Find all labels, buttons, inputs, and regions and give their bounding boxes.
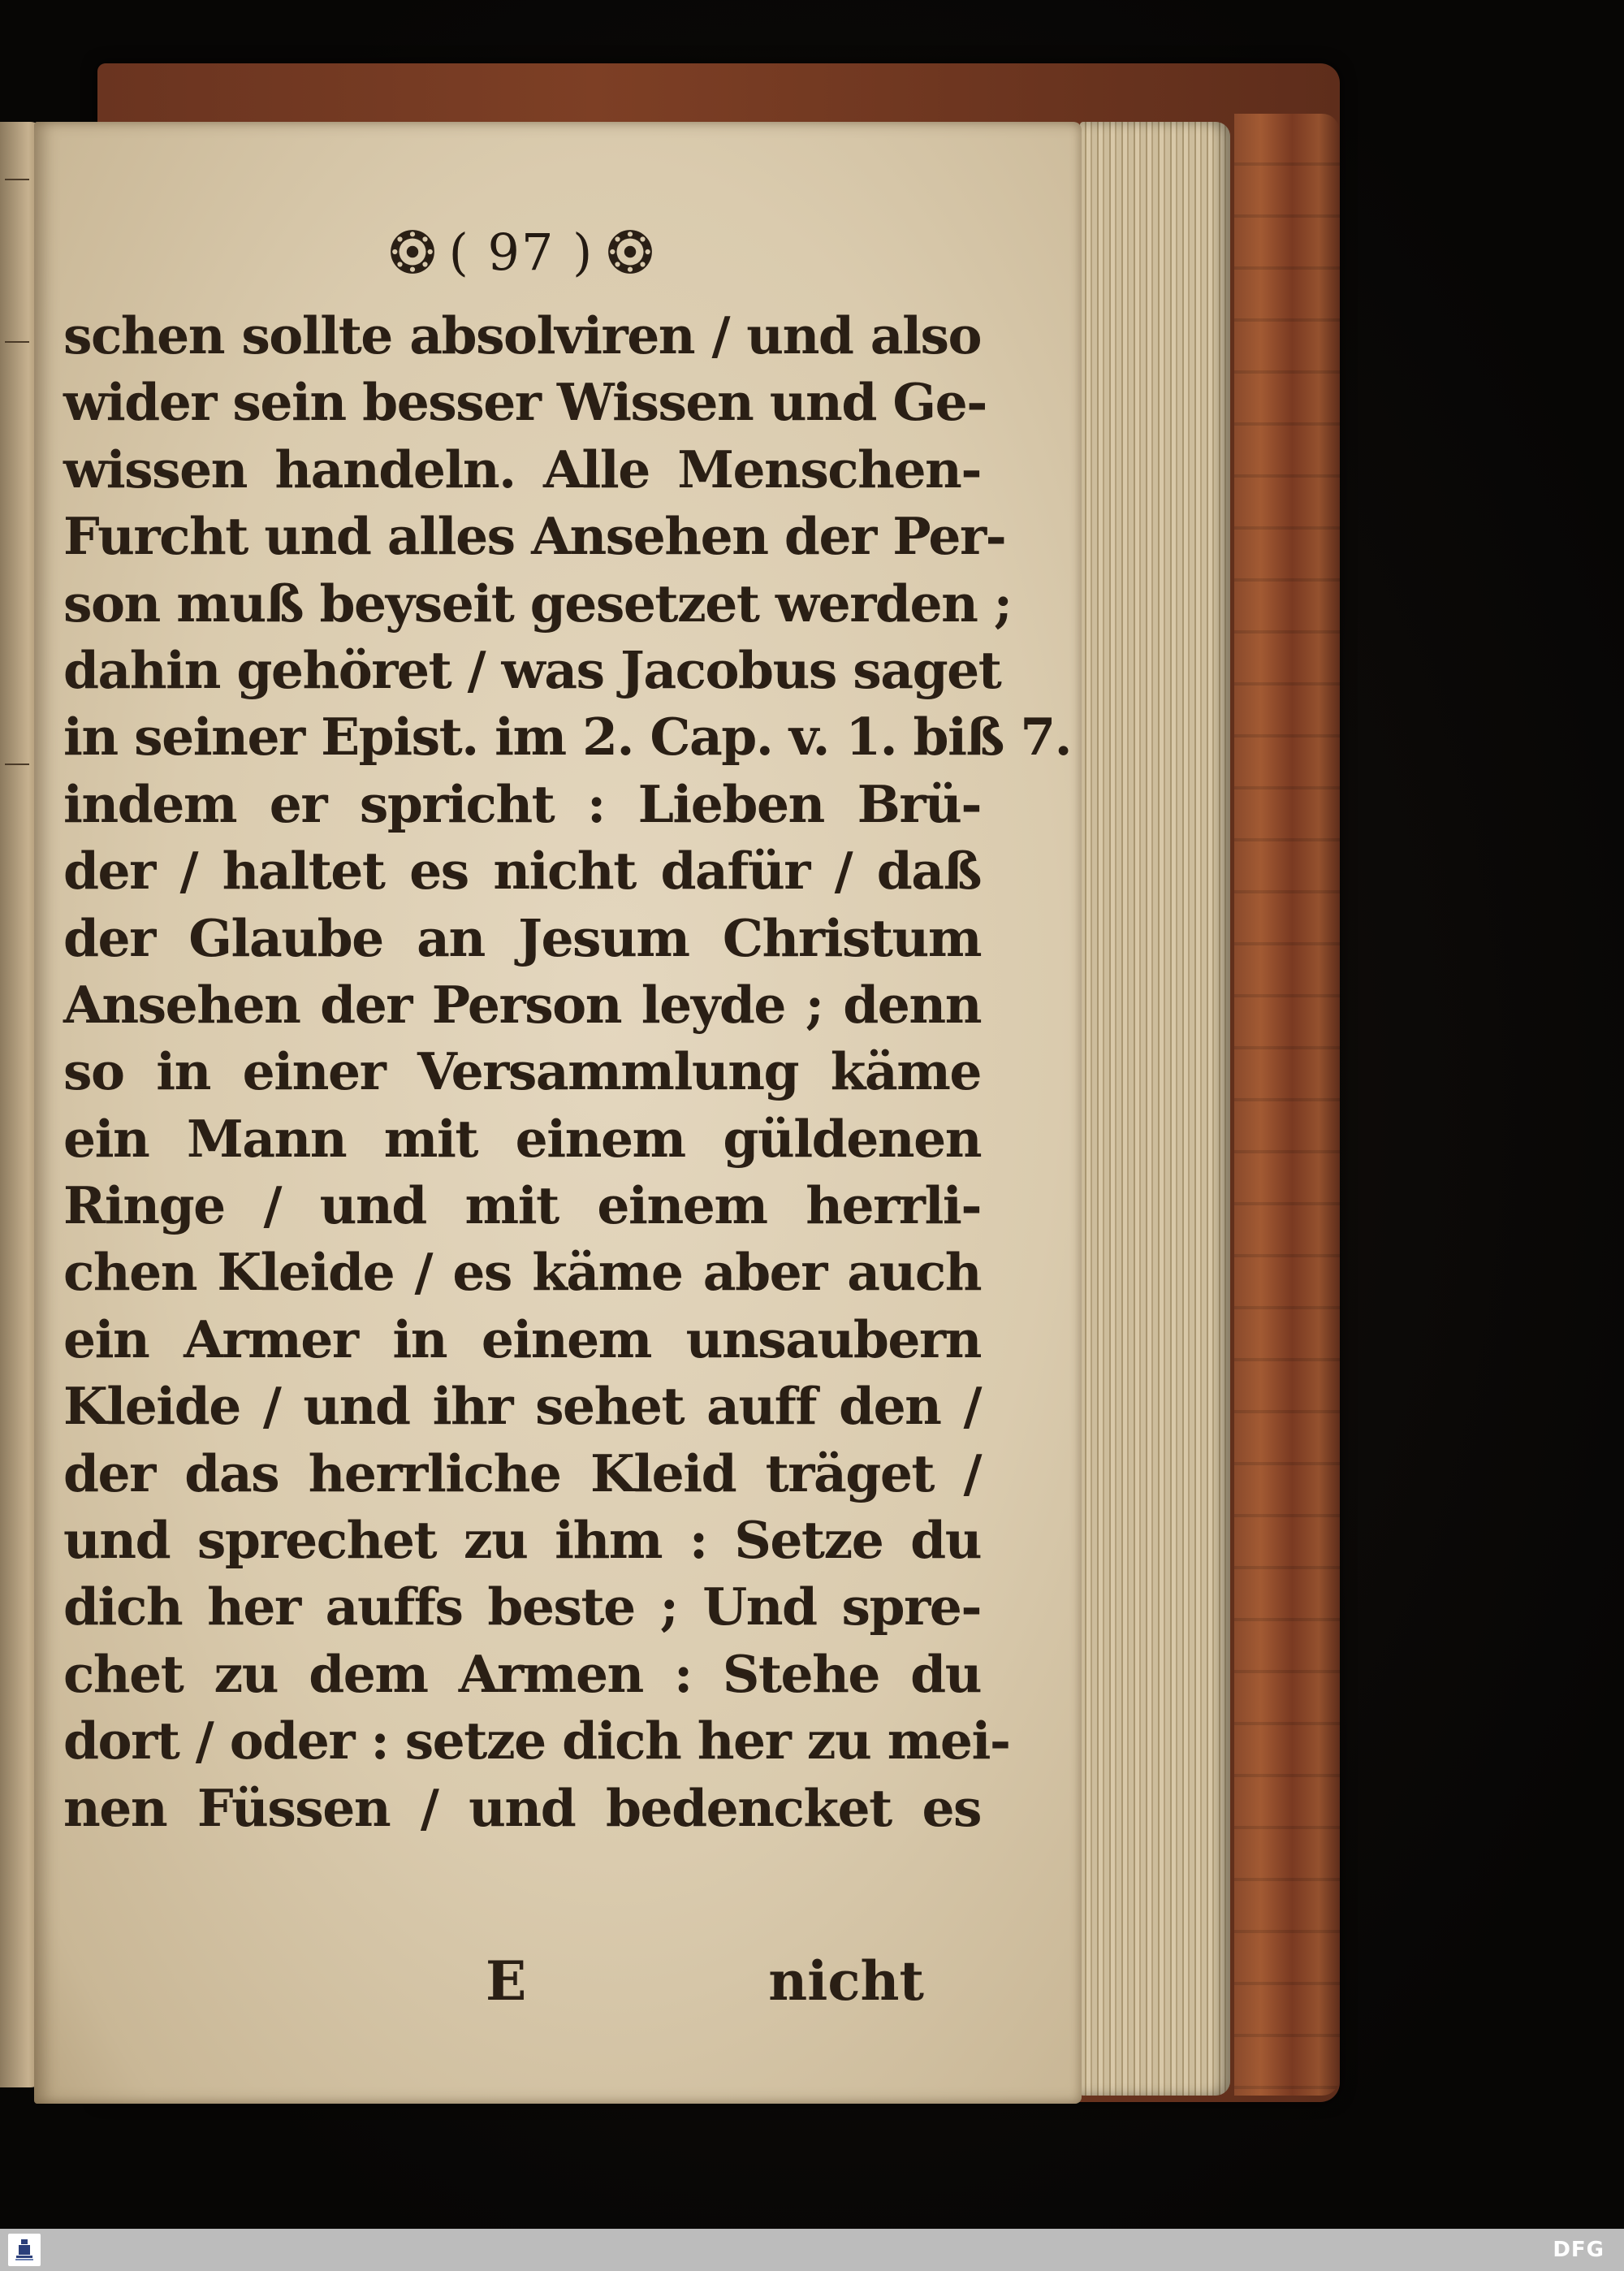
page-header xyxy=(343,219,700,284)
text-line: und sprechet zu ihm : Setze du xyxy=(63,1510,981,1571)
text-line: der Glaube an Jesum Christum xyxy=(63,907,981,968)
text-line: der / haltet es nicht dafür / daß xyxy=(63,841,981,902)
page-footer-marks xyxy=(63,1949,924,2022)
ornament-left-icon xyxy=(387,227,438,277)
library-emblem-icon xyxy=(14,2238,35,2262)
dfg-logo[interactable]: DFG xyxy=(1553,2238,1605,2262)
text-line: chet zu dem Armen : Stehe du xyxy=(63,1643,981,1704)
library-logo-icon[interactable] xyxy=(8,2234,41,2266)
text-line: son muß beyseit gesetzet werden ; xyxy=(63,573,1012,634)
text-line: dort / oder : setze dich her zu mei- xyxy=(63,1711,1010,1771)
text-line: wissen handeln. Alle Menschen- xyxy=(63,439,981,500)
text-line: in seiner Epist. im 2. Cap. v. 1. biß 7. xyxy=(63,707,1072,768)
text-line: Ansehen der Person leyde ; denn xyxy=(63,974,981,1035)
text-line: nen Füssen / und bedencket es xyxy=(63,1777,981,1838)
previous-page-ink-mark xyxy=(5,341,29,343)
text-line: schen sollte absolviren / und also xyxy=(63,305,981,366)
text-line: Ringe / und mit einem herrli- xyxy=(63,1175,981,1236)
text-line: so in einer Versammlung käme xyxy=(63,1041,981,1102)
body-text xyxy=(63,302,1072,1841)
catchword: nicht xyxy=(768,1949,924,2013)
fore-edge-leaves xyxy=(1080,122,1230,2096)
text-line: chen Kleide / es käme aber auch xyxy=(63,1242,981,1303)
text-line: dahin gehöret / was Jacobus saget xyxy=(63,639,1001,700)
text-line: der das herrliche Kleid träget / xyxy=(63,1443,981,1503)
book-page xyxy=(34,122,1082,2104)
page-number: ( 97 ) xyxy=(448,222,594,282)
text-line: ein Armer in einem unsaubern xyxy=(63,1309,981,1369)
text-line: dich her auffs beste ; Und spre- xyxy=(63,1577,981,1637)
previous-page-ink-mark xyxy=(5,763,29,765)
text-line: Furcht und alles Ansehen der Per- xyxy=(63,506,1006,567)
previous-page-ink-mark xyxy=(5,179,29,180)
signature-mark: E xyxy=(486,1949,527,2013)
text-line: ein Mann mit einem güldenen xyxy=(63,1108,981,1169)
text-line: indem er spricht : Lieben Brü- xyxy=(63,773,981,834)
text-line: wider sein besser Wissen und Ge- xyxy=(63,372,987,433)
book-cover-edge xyxy=(1234,114,1340,2096)
viewer-footer-bar xyxy=(0,2229,1624,2271)
ornament-right-icon xyxy=(605,227,655,277)
text-line: Kleide / und ihr sehet auff den / xyxy=(63,1376,981,1437)
